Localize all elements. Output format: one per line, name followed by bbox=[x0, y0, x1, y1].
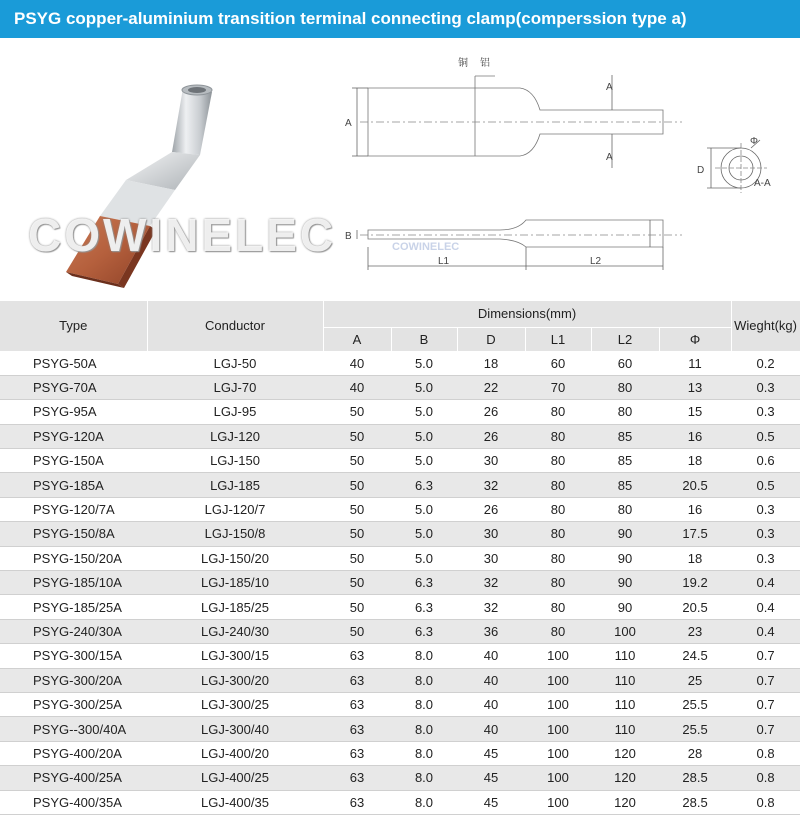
cell-conductor: LGJ-150/8 bbox=[147, 522, 323, 546]
cell-b: 8.0 bbox=[391, 668, 457, 692]
cell-b: 6.3 bbox=[391, 619, 457, 643]
cell-l1: 80 bbox=[525, 595, 591, 619]
cell-l2: 60 bbox=[591, 351, 659, 375]
cell-a: 63 bbox=[323, 692, 391, 716]
cell-weight: 0.8 bbox=[731, 766, 800, 790]
cell-type: PSYG--300/40A bbox=[0, 717, 147, 741]
table-row bbox=[0, 546, 800, 570]
cell-l2: 90 bbox=[591, 522, 659, 546]
cell-weight: 0.3 bbox=[731, 546, 800, 570]
cell-weight: 0.3 bbox=[731, 522, 800, 546]
cell-l2: 110 bbox=[591, 692, 659, 716]
cell-a: 50 bbox=[323, 546, 391, 570]
cell-type: PSYG-150/20A bbox=[0, 546, 147, 570]
table-row bbox=[0, 644, 800, 668]
label-b: B bbox=[345, 231, 352, 242]
cell-b: 5.0 bbox=[391, 424, 457, 448]
cell-b: 6.3 bbox=[391, 473, 457, 497]
cell-b: 6.3 bbox=[391, 595, 457, 619]
cell-b: 8.0 bbox=[391, 644, 457, 668]
cell-l2: 120 bbox=[591, 790, 659, 814]
cell-b: 5.0 bbox=[391, 375, 457, 399]
cell-a: 50 bbox=[323, 449, 391, 473]
cell-conductor: LGJ-95 bbox=[147, 400, 323, 424]
cell-a: 50 bbox=[323, 522, 391, 546]
cell-conductor: LGJ-300/15 bbox=[147, 644, 323, 668]
cell-conductor: LGJ-400/25 bbox=[147, 766, 323, 790]
label-l2: L2 bbox=[590, 256, 602, 267]
cell-d: 40 bbox=[457, 692, 525, 716]
cell-type: PSYG-120A bbox=[0, 424, 147, 448]
cell-type: PSYG-50A bbox=[0, 351, 147, 375]
cell-type: PSYG-185/10A bbox=[0, 571, 147, 595]
cell-d: 22 bbox=[457, 375, 525, 399]
label-copper: 铜 bbox=[458, 58, 468, 69]
cell-type: PSYG-95A bbox=[0, 400, 147, 424]
cell-phi: 25.5 bbox=[659, 717, 731, 741]
cell-l1: 80 bbox=[525, 449, 591, 473]
cell-b: 6.3 bbox=[391, 571, 457, 595]
cell-weight: 0.4 bbox=[731, 595, 800, 619]
cell-conductor: LGJ-185 bbox=[147, 473, 323, 497]
cell-phi: 13 bbox=[659, 375, 731, 399]
cell-a: 40 bbox=[323, 351, 391, 375]
header-type: Type bbox=[0, 301, 147, 351]
cell-d: 32 bbox=[457, 571, 525, 595]
cell-b: 5.0 bbox=[391, 497, 457, 521]
cell-a: 50 bbox=[323, 619, 391, 643]
cell-b: 8.0 bbox=[391, 766, 457, 790]
cell-l1: 100 bbox=[525, 644, 591, 668]
header-b: B bbox=[391, 327, 457, 351]
cell-b: 5.0 bbox=[391, 522, 457, 546]
cell-a: 63 bbox=[323, 741, 391, 765]
header-weight: Wieght(kg) bbox=[731, 301, 800, 351]
cell-phi: 16 bbox=[659, 497, 731, 521]
label-d: D bbox=[697, 165, 705, 176]
cell-weight: 0.2 bbox=[731, 351, 800, 375]
cell-phi: 20.5 bbox=[659, 473, 731, 497]
cell-phi: 15 bbox=[659, 400, 731, 424]
header-a: A bbox=[323, 327, 391, 351]
cell-l1: 80 bbox=[525, 571, 591, 595]
cell-l2: 85 bbox=[591, 424, 659, 448]
table-row bbox=[0, 571, 800, 595]
cell-conductor: LGJ-300/20 bbox=[147, 668, 323, 692]
cell-l2: 90 bbox=[591, 595, 659, 619]
cell-d: 26 bbox=[457, 424, 525, 448]
header-d: D bbox=[457, 327, 525, 351]
cell-d: 40 bbox=[457, 717, 525, 741]
cell-phi: 28.5 bbox=[659, 790, 731, 814]
cell-conductor: LGJ-400/35 bbox=[147, 790, 323, 814]
table-row bbox=[0, 619, 800, 643]
cell-a: 63 bbox=[323, 717, 391, 741]
table-row bbox=[0, 400, 800, 424]
label-a-bottom: A bbox=[606, 152, 613, 163]
cell-l2: 85 bbox=[591, 473, 659, 497]
cell-type: PSYG-120/7A bbox=[0, 497, 147, 521]
cell-phi: 25 bbox=[659, 668, 731, 692]
cell-l1: 100 bbox=[525, 668, 591, 692]
cell-l1: 60 bbox=[525, 351, 591, 375]
cell-d: 32 bbox=[457, 473, 525, 497]
cell-b: 8.0 bbox=[391, 692, 457, 716]
cell-l2: 80 bbox=[591, 497, 659, 521]
cell-conductor: LGJ-120 bbox=[147, 424, 323, 448]
cell-l2: 110 bbox=[591, 668, 659, 692]
cell-type: PSYG-300/25A bbox=[0, 692, 147, 716]
spec-table-body bbox=[0, 351, 800, 814]
cell-l2: 80 bbox=[591, 375, 659, 399]
cell-l2: 110 bbox=[591, 717, 659, 741]
label-aluminium: 铝 bbox=[480, 58, 490, 69]
cell-l1: 80 bbox=[525, 473, 591, 497]
cell-l1: 70 bbox=[525, 375, 591, 399]
table-row bbox=[0, 595, 800, 619]
cell-l1: 80 bbox=[525, 424, 591, 448]
cell-l2: 100 bbox=[591, 619, 659, 643]
cell-b: 5.0 bbox=[391, 351, 457, 375]
cell-l1: 80 bbox=[525, 619, 591, 643]
cell-weight: 0.5 bbox=[731, 424, 800, 448]
cell-l2: 90 bbox=[591, 546, 659, 570]
cell-weight: 0.4 bbox=[731, 571, 800, 595]
cell-type: PSYG-240/30A bbox=[0, 619, 147, 643]
cell-l1: 100 bbox=[525, 692, 591, 716]
cell-phi: 19.2 bbox=[659, 571, 731, 595]
cell-d: 45 bbox=[457, 766, 525, 790]
cell-a: 63 bbox=[323, 668, 391, 692]
cell-a: 50 bbox=[323, 571, 391, 595]
cell-type: PSYG-70A bbox=[0, 375, 147, 399]
cell-conductor: LGJ-300/25 bbox=[147, 692, 323, 716]
label-a-left: A bbox=[345, 118, 352, 129]
cell-a: 40 bbox=[323, 375, 391, 399]
cell-l1: 100 bbox=[525, 717, 591, 741]
cell-weight: 0.3 bbox=[731, 375, 800, 399]
cell-phi: 16 bbox=[659, 424, 731, 448]
cell-weight: 0.8 bbox=[731, 741, 800, 765]
cell-type: PSYG-150A bbox=[0, 449, 147, 473]
table-row bbox=[0, 717, 800, 741]
cell-l2: 120 bbox=[591, 766, 659, 790]
table-row bbox=[0, 766, 800, 790]
cell-weight: 0.5 bbox=[731, 473, 800, 497]
cell-b: 5.0 bbox=[391, 400, 457, 424]
table-row bbox=[0, 351, 800, 375]
table-row bbox=[0, 375, 800, 399]
cell-conductor: LGJ-300/40 bbox=[147, 717, 323, 741]
cell-phi: 18 bbox=[659, 449, 731, 473]
cell-type: PSYG-400/20A bbox=[0, 741, 147, 765]
cell-a: 50 bbox=[323, 400, 391, 424]
cell-weight: 0.7 bbox=[731, 692, 800, 716]
cell-phi: 17.5 bbox=[659, 522, 731, 546]
cell-a: 63 bbox=[323, 644, 391, 668]
cell-weight: 0.3 bbox=[731, 400, 800, 424]
cell-b: 8.0 bbox=[391, 741, 457, 765]
cell-conductor: LGJ-185/10 bbox=[147, 571, 323, 595]
cell-l2: 85 bbox=[591, 449, 659, 473]
cell-b: 5.0 bbox=[391, 546, 457, 570]
table-row bbox=[0, 668, 800, 692]
cell-conductor: LGJ-70 bbox=[147, 375, 323, 399]
cell-conductor: LGJ-120/7 bbox=[147, 497, 323, 521]
cell-type: PSYG-300/20A bbox=[0, 668, 147, 692]
cell-weight: 0.7 bbox=[731, 668, 800, 692]
technical-drawing bbox=[330, 40, 800, 300]
cell-weight: 0.4 bbox=[731, 619, 800, 643]
cell-b: 5.0 bbox=[391, 449, 457, 473]
header-phi: Φ bbox=[659, 327, 731, 351]
table-row bbox=[0, 741, 800, 765]
cell-l2: 80 bbox=[591, 400, 659, 424]
table-row bbox=[0, 790, 800, 814]
cell-a: 50 bbox=[323, 473, 391, 497]
cell-weight: 0.7 bbox=[731, 644, 800, 668]
small-watermark: COWINELEC bbox=[392, 241, 460, 253]
label-section: A-A bbox=[754, 178, 771, 189]
product-photo bbox=[0, 40, 360, 300]
cell-phi: 20.5 bbox=[659, 595, 731, 619]
cell-l1: 100 bbox=[525, 790, 591, 814]
cell-d: 45 bbox=[457, 741, 525, 765]
cell-type: PSYG-185A bbox=[0, 473, 147, 497]
spec-table bbox=[0, 301, 800, 815]
cell-type: PSYG-150/8A bbox=[0, 522, 147, 546]
header-conductor: Conductor bbox=[147, 301, 323, 351]
cell-d: 32 bbox=[457, 595, 525, 619]
cell-d: 36 bbox=[457, 619, 525, 643]
table-row bbox=[0, 424, 800, 448]
cell-phi: 18 bbox=[659, 546, 731, 570]
table-row bbox=[0, 522, 800, 546]
header-l2: L2 bbox=[591, 327, 659, 351]
cell-phi: 23 bbox=[659, 619, 731, 643]
cell-a: 50 bbox=[323, 595, 391, 619]
cell-d: 18 bbox=[457, 351, 525, 375]
cell-d: 30 bbox=[457, 522, 525, 546]
cell-conductor: LGJ-50 bbox=[147, 351, 323, 375]
cell-l1: 100 bbox=[525, 741, 591, 765]
cell-a: 63 bbox=[323, 790, 391, 814]
cell-phi: 28 bbox=[659, 741, 731, 765]
table-row bbox=[0, 692, 800, 716]
table-row bbox=[0, 497, 800, 521]
cell-b: 8.0 bbox=[391, 717, 457, 741]
cell-l2: 90 bbox=[591, 571, 659, 595]
cell-d: 26 bbox=[457, 400, 525, 424]
cell-weight: 0.8 bbox=[731, 790, 800, 814]
cell-a: 50 bbox=[323, 424, 391, 448]
cell-b: 8.0 bbox=[391, 790, 457, 814]
cell-a: 50 bbox=[323, 497, 391, 521]
cell-phi: 11 bbox=[659, 351, 731, 375]
cell-l1: 80 bbox=[525, 400, 591, 424]
cell-conductor: LGJ-185/25 bbox=[147, 595, 323, 619]
header-l1: L1 bbox=[525, 327, 591, 351]
cell-d: 45 bbox=[457, 790, 525, 814]
cell-d: 40 bbox=[457, 644, 525, 668]
cell-phi: 25.5 bbox=[659, 692, 731, 716]
cell-type: PSYG-400/25A bbox=[0, 766, 147, 790]
cell-l2: 110 bbox=[591, 644, 659, 668]
cell-weight: 0.3 bbox=[731, 497, 800, 521]
header-dimensions: Dimensions(mm) bbox=[323, 301, 731, 327]
cell-l1: 100 bbox=[525, 766, 591, 790]
cell-phi: 24.5 bbox=[659, 644, 731, 668]
cell-conductor: LGJ-400/20 bbox=[147, 741, 323, 765]
label-a-top: A bbox=[606, 82, 613, 93]
cell-d: 30 bbox=[457, 546, 525, 570]
cell-conductor: LGJ-150 bbox=[147, 449, 323, 473]
cell-l1: 80 bbox=[525, 546, 591, 570]
cell-type: PSYG-400/35A bbox=[0, 790, 147, 814]
cell-weight: 0.7 bbox=[731, 717, 800, 741]
cell-type: PSYG-300/15A bbox=[0, 644, 147, 668]
watermark: COWINELEC bbox=[28, 209, 337, 261]
cell-d: 40 bbox=[457, 668, 525, 692]
table-row bbox=[0, 449, 800, 473]
cell-a: 63 bbox=[323, 766, 391, 790]
cell-d: 26 bbox=[457, 497, 525, 521]
cell-l1: 80 bbox=[525, 497, 591, 521]
label-l1: L1 bbox=[438, 256, 450, 267]
table-row bbox=[0, 473, 800, 497]
cell-weight: 0.6 bbox=[731, 449, 800, 473]
cell-type: PSYG-185/25A bbox=[0, 595, 147, 619]
page-title: PSYG copper-aluminium transition terminal connecting clamp(comperssion type a) bbox=[0, 0, 800, 38]
cell-conductor: LGJ-150/20 bbox=[147, 546, 323, 570]
cell-l2: 120 bbox=[591, 741, 659, 765]
label-phi: Φ bbox=[750, 136, 758, 147]
cell-d: 30 bbox=[457, 449, 525, 473]
cell-conductor: LGJ-240/30 bbox=[147, 619, 323, 643]
cell-l1: 80 bbox=[525, 522, 591, 546]
cell-phi: 28.5 bbox=[659, 766, 731, 790]
